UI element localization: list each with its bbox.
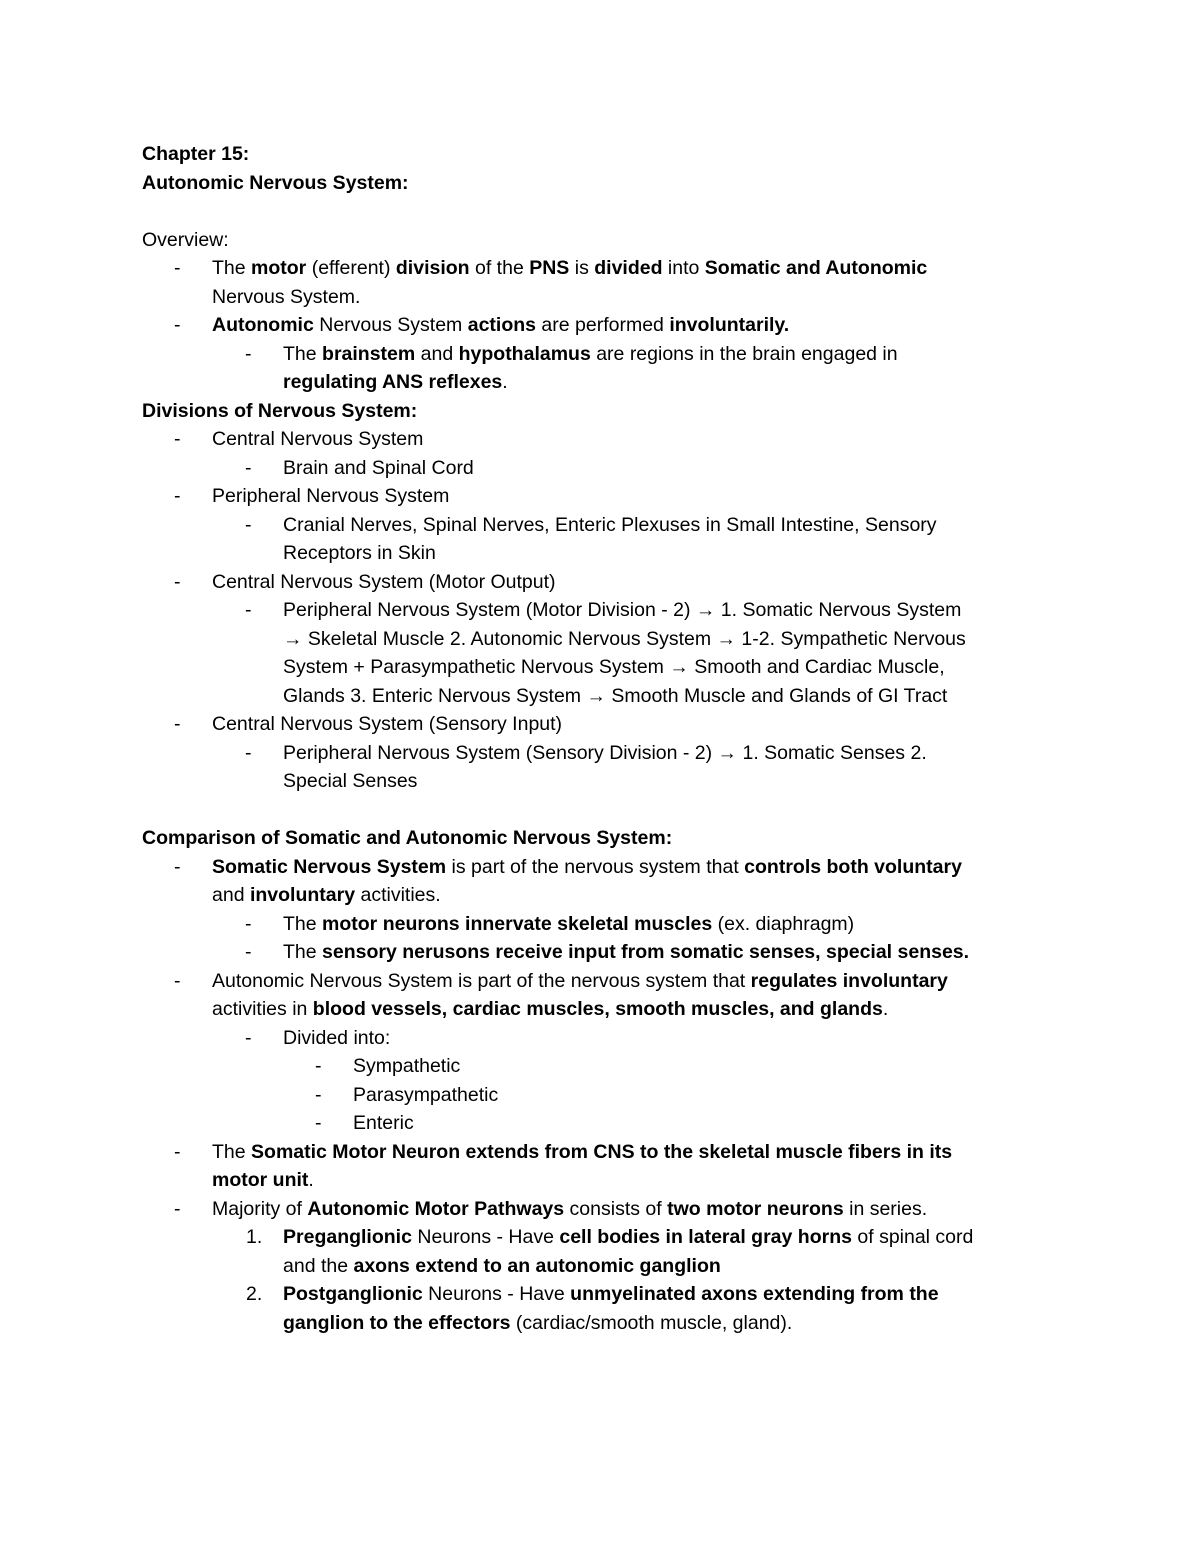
comparison-item-ans-text xyxy=(212,970,948,992)
bold-run: Autonomic Motor Pathways xyxy=(307,1197,565,1220)
bullet-dash: - xyxy=(315,1112,322,1134)
text-run: Autonomic Nervous System is part of the nervous system that xyxy=(212,969,751,992)
comparison-item-amp-text xyxy=(212,1198,927,1220)
chapter-label: Chapter 15: xyxy=(142,143,250,165)
bold-run: axons extend to an autonomic ganglion xyxy=(353,1254,721,1277)
divisions-subitem-sensory xyxy=(142,739,1062,768)
comparison-item-smn-cont xyxy=(142,1166,1062,1195)
comparison-item-somatic-cont xyxy=(142,881,1062,910)
comparison-item-somatic-cont-text xyxy=(212,884,441,906)
bold-run: involuntarily. xyxy=(669,314,790,336)
bold-run: cell bodies in lateral gray horns xyxy=(559,1226,852,1248)
bullet-dash: - xyxy=(174,257,181,279)
text-run: consists of xyxy=(564,1197,668,1220)
divisions-item-sensory-text: Central Nervous System (Sensory Input) xyxy=(212,713,563,735)
document-page xyxy=(142,140,1062,1337)
overview-item-1-cont xyxy=(142,283,1062,312)
text-run: Nervous System xyxy=(313,314,468,336)
overview-subitem-text xyxy=(283,343,898,365)
text-run: and xyxy=(212,884,250,906)
overview-item-1 xyxy=(142,254,1062,283)
bold-run: divided xyxy=(594,257,663,279)
bullet-dash: - xyxy=(174,1197,181,1220)
divisions-subitem-cns xyxy=(142,454,1062,483)
bold-run: hypothalamus xyxy=(458,342,591,365)
overview-item-2-text xyxy=(212,314,789,336)
page-title: Autonomic Nervous System: xyxy=(142,171,409,194)
bold-run: Somatic Motor Neuron extends from CNS to the skeletal muscle fibers in its xyxy=(251,1140,953,1163)
numbered-item-2 xyxy=(142,1280,1062,1309)
bold-run: Somatic and Autonomic xyxy=(704,257,928,279)
overview-subitem xyxy=(142,340,1062,369)
overview-subitem-cont xyxy=(142,368,1062,397)
bold-run: Somatic Nervous System xyxy=(212,855,447,878)
comparison-item-somatic xyxy=(142,853,1062,882)
bold-run: sensory nerusons receive input from somatic senses, special senses. xyxy=(322,941,970,963)
overview-item-1-text xyxy=(212,257,927,279)
divisions-item-motor xyxy=(142,568,1062,597)
text-run: The xyxy=(283,912,323,935)
bullet-dash: - xyxy=(245,1026,252,1049)
bullet-dash: - xyxy=(245,599,252,621)
division-list-item-text: Sympathetic xyxy=(353,1055,461,1077)
text-run: The xyxy=(212,257,252,279)
text-run: . xyxy=(308,1169,314,1191)
bold-run: regulates involuntary xyxy=(750,969,948,992)
overview-subitem-cont-text xyxy=(283,371,508,393)
text-run: are performed xyxy=(536,314,670,336)
bullet-dash: - xyxy=(174,570,181,593)
bullet-dash: - xyxy=(245,456,252,479)
bullet-dash: - xyxy=(174,314,181,336)
bold-run: involuntary xyxy=(249,884,356,906)
text-run: are regions in the brain engaged in xyxy=(590,342,898,365)
divisions-subitem-sensory-cont: Special Senses xyxy=(283,770,418,792)
divisions-subitem-pns-text: Cranial Nerves, Spinal Nerves, Enteric Plexuses in Small Intestine, Sensory xyxy=(283,513,937,536)
comparison-item-smn xyxy=(142,1138,1062,1167)
comparison-heading: Comparison of Somatic and Autonomic Nervous System: xyxy=(142,827,673,849)
text-run: Neurons - Have xyxy=(422,1283,571,1305)
bold-run: ganglion to the effectors xyxy=(283,1311,511,1334)
comparison-subitem-motor xyxy=(142,910,1062,939)
bullet-dash: - xyxy=(315,1055,322,1077)
text-run: activities in xyxy=(212,998,313,1020)
list-number: 1. xyxy=(246,1226,263,1248)
bold-run: brainstem xyxy=(322,342,416,365)
divisions-item-cns xyxy=(142,425,1062,454)
divisions-item-motor-text: Central Nervous System (Motor Output) xyxy=(212,570,556,593)
bullet-dash: - xyxy=(174,485,181,507)
bullet-dash: - xyxy=(245,941,252,963)
division-list-item xyxy=(142,1081,1062,1110)
text-run: The xyxy=(283,941,323,963)
numbered-item-2-cont-text xyxy=(283,1312,792,1334)
bold-run: PNS xyxy=(529,257,570,279)
division-list-item xyxy=(142,1109,1062,1138)
text-run: of spinal cord xyxy=(851,1226,974,1248)
comparison-item-somatic-text xyxy=(212,856,962,878)
comparison-subitem-divided xyxy=(142,1024,1062,1053)
bold-run: Preganglionic xyxy=(283,1226,412,1248)
divisions-subitem-pns-cont: Receptors in Skin xyxy=(283,542,436,564)
bold-run: Autonomic xyxy=(212,314,314,336)
comparison-item-amp xyxy=(142,1195,1062,1224)
bullet-dash: - xyxy=(245,741,252,764)
text-run: . xyxy=(882,998,889,1020)
bullet-dash: - xyxy=(174,969,181,992)
text-run: . xyxy=(502,371,508,393)
bullet-dash: - xyxy=(174,1140,181,1163)
divisions-subitem-motor-cont: System + Parasympathetic Nervous System → Smooth and Cardiac Muscle, xyxy=(283,656,945,678)
divisions-subitem-motor-cont: → Skeletal Muscle 2. Autonomic Nervous System → 1-2. Sympathetic Nervous xyxy=(283,627,966,650)
divisions-subitem-pns xyxy=(142,511,1062,540)
text-run: The xyxy=(212,1140,252,1163)
bullet-dash: - xyxy=(174,428,181,450)
division-list-item xyxy=(142,1052,1062,1081)
spacer xyxy=(142,796,1062,825)
bold-run: division xyxy=(395,257,470,279)
comparison-subitem-sensory xyxy=(142,938,1062,967)
text-run: is xyxy=(569,257,595,279)
bullet-dash: - xyxy=(174,713,181,735)
divisions-item-cns-text: Central Nervous System xyxy=(212,428,424,450)
comparison-item-smn-cont-text xyxy=(212,1169,314,1191)
bullet-dash: - xyxy=(245,513,252,536)
text-run: is part of the nervous system that xyxy=(446,855,745,878)
bold-run: Postganglionic xyxy=(283,1283,423,1305)
division-list-item-text: Enteric xyxy=(353,1112,414,1134)
bold-run: blood vessels, cardiac muscles, smooth muscles, and glands xyxy=(312,998,883,1020)
text-run: Neurons - Have xyxy=(411,1226,560,1248)
comparison-subitem-sensory-text xyxy=(283,941,969,963)
comparison-item-ans xyxy=(142,967,1062,996)
comparison-item-smn-text xyxy=(212,1141,952,1163)
divisions-subitem-motor xyxy=(142,596,1062,625)
bold-run: two motor neurons xyxy=(667,1197,844,1220)
bold-run: controls both voluntary xyxy=(744,855,962,878)
bold-run: motor neurons innervate skeletal muscles xyxy=(322,912,713,935)
divisions-item-pns-text: Peripheral Nervous System xyxy=(212,485,450,507)
bold-run: motor xyxy=(251,257,307,279)
divisions-subitem-sensory-text: Peripheral Nervous System (Sensory Division - 2) → 1. Somatic Senses 2. xyxy=(283,741,927,764)
text-run: in series. xyxy=(843,1197,928,1220)
text-run: (efferent) xyxy=(306,257,396,279)
divisions-subitem-motor-text: Peripheral Nervous System (Motor Division - 2) → 1. Somatic Nervous System xyxy=(283,599,962,621)
overview-item-1-cont-text xyxy=(212,286,360,308)
divisions-subitem-motor-cont: Glands 3. Enteric Nervous System → Smooth Muscle and Glands of GI Tract xyxy=(283,684,948,707)
numbered-item-1-cont-text xyxy=(283,1255,721,1277)
text-run: Majority of xyxy=(212,1197,308,1220)
spacer xyxy=(142,197,1062,226)
numbered-item-1 xyxy=(142,1223,1062,1252)
divisions-item-sensory xyxy=(142,710,1062,739)
text-run: and xyxy=(415,342,459,365)
list-number: 2. xyxy=(246,1283,263,1305)
comparison-subitem-divided-text: Divided into: xyxy=(283,1026,391,1049)
bullet-dash: - xyxy=(245,342,252,365)
numbered-item-1-text xyxy=(283,1226,973,1248)
overview-label: Overview: xyxy=(142,228,229,251)
numbered-item-2-cont xyxy=(142,1309,1062,1338)
bold-run: regulating ANS reflexes xyxy=(283,371,503,393)
text-run: The xyxy=(283,342,323,365)
text-run: of the xyxy=(469,257,530,279)
division-list-item-text: Parasympathetic xyxy=(353,1083,499,1106)
comparison-subitem-motor-text xyxy=(283,913,854,935)
numbered-item-2-text xyxy=(283,1283,939,1305)
comparison-item-ans-cont xyxy=(142,995,1062,1024)
divisions-item-pns xyxy=(142,482,1062,511)
bold-run: unmyelinated axons extending from the xyxy=(570,1283,939,1305)
overview-item-2 xyxy=(142,311,1062,340)
bold-run: motor unit xyxy=(212,1169,309,1191)
text-run: activities. xyxy=(355,884,441,906)
bold-run: actions xyxy=(467,314,536,336)
bullet-dash: - xyxy=(174,855,181,878)
numbered-item-1-cont xyxy=(142,1252,1062,1281)
text-run: (ex. diaphragm) xyxy=(712,912,855,935)
text-run: Nervous System. xyxy=(212,285,361,308)
text-run: into xyxy=(662,257,705,279)
divisions-subitem-cns-text: Brain and Spinal Cord xyxy=(283,456,474,479)
text-run: and the xyxy=(283,1254,354,1277)
text-run: (cardiac/smooth muscle, gland). xyxy=(510,1311,793,1334)
comparison-item-ans-cont-text xyxy=(212,998,888,1020)
bullet-dash: - xyxy=(315,1083,322,1106)
divisions-heading: Divisions of Nervous System: xyxy=(142,399,418,422)
bullet-dash: - xyxy=(245,912,252,935)
